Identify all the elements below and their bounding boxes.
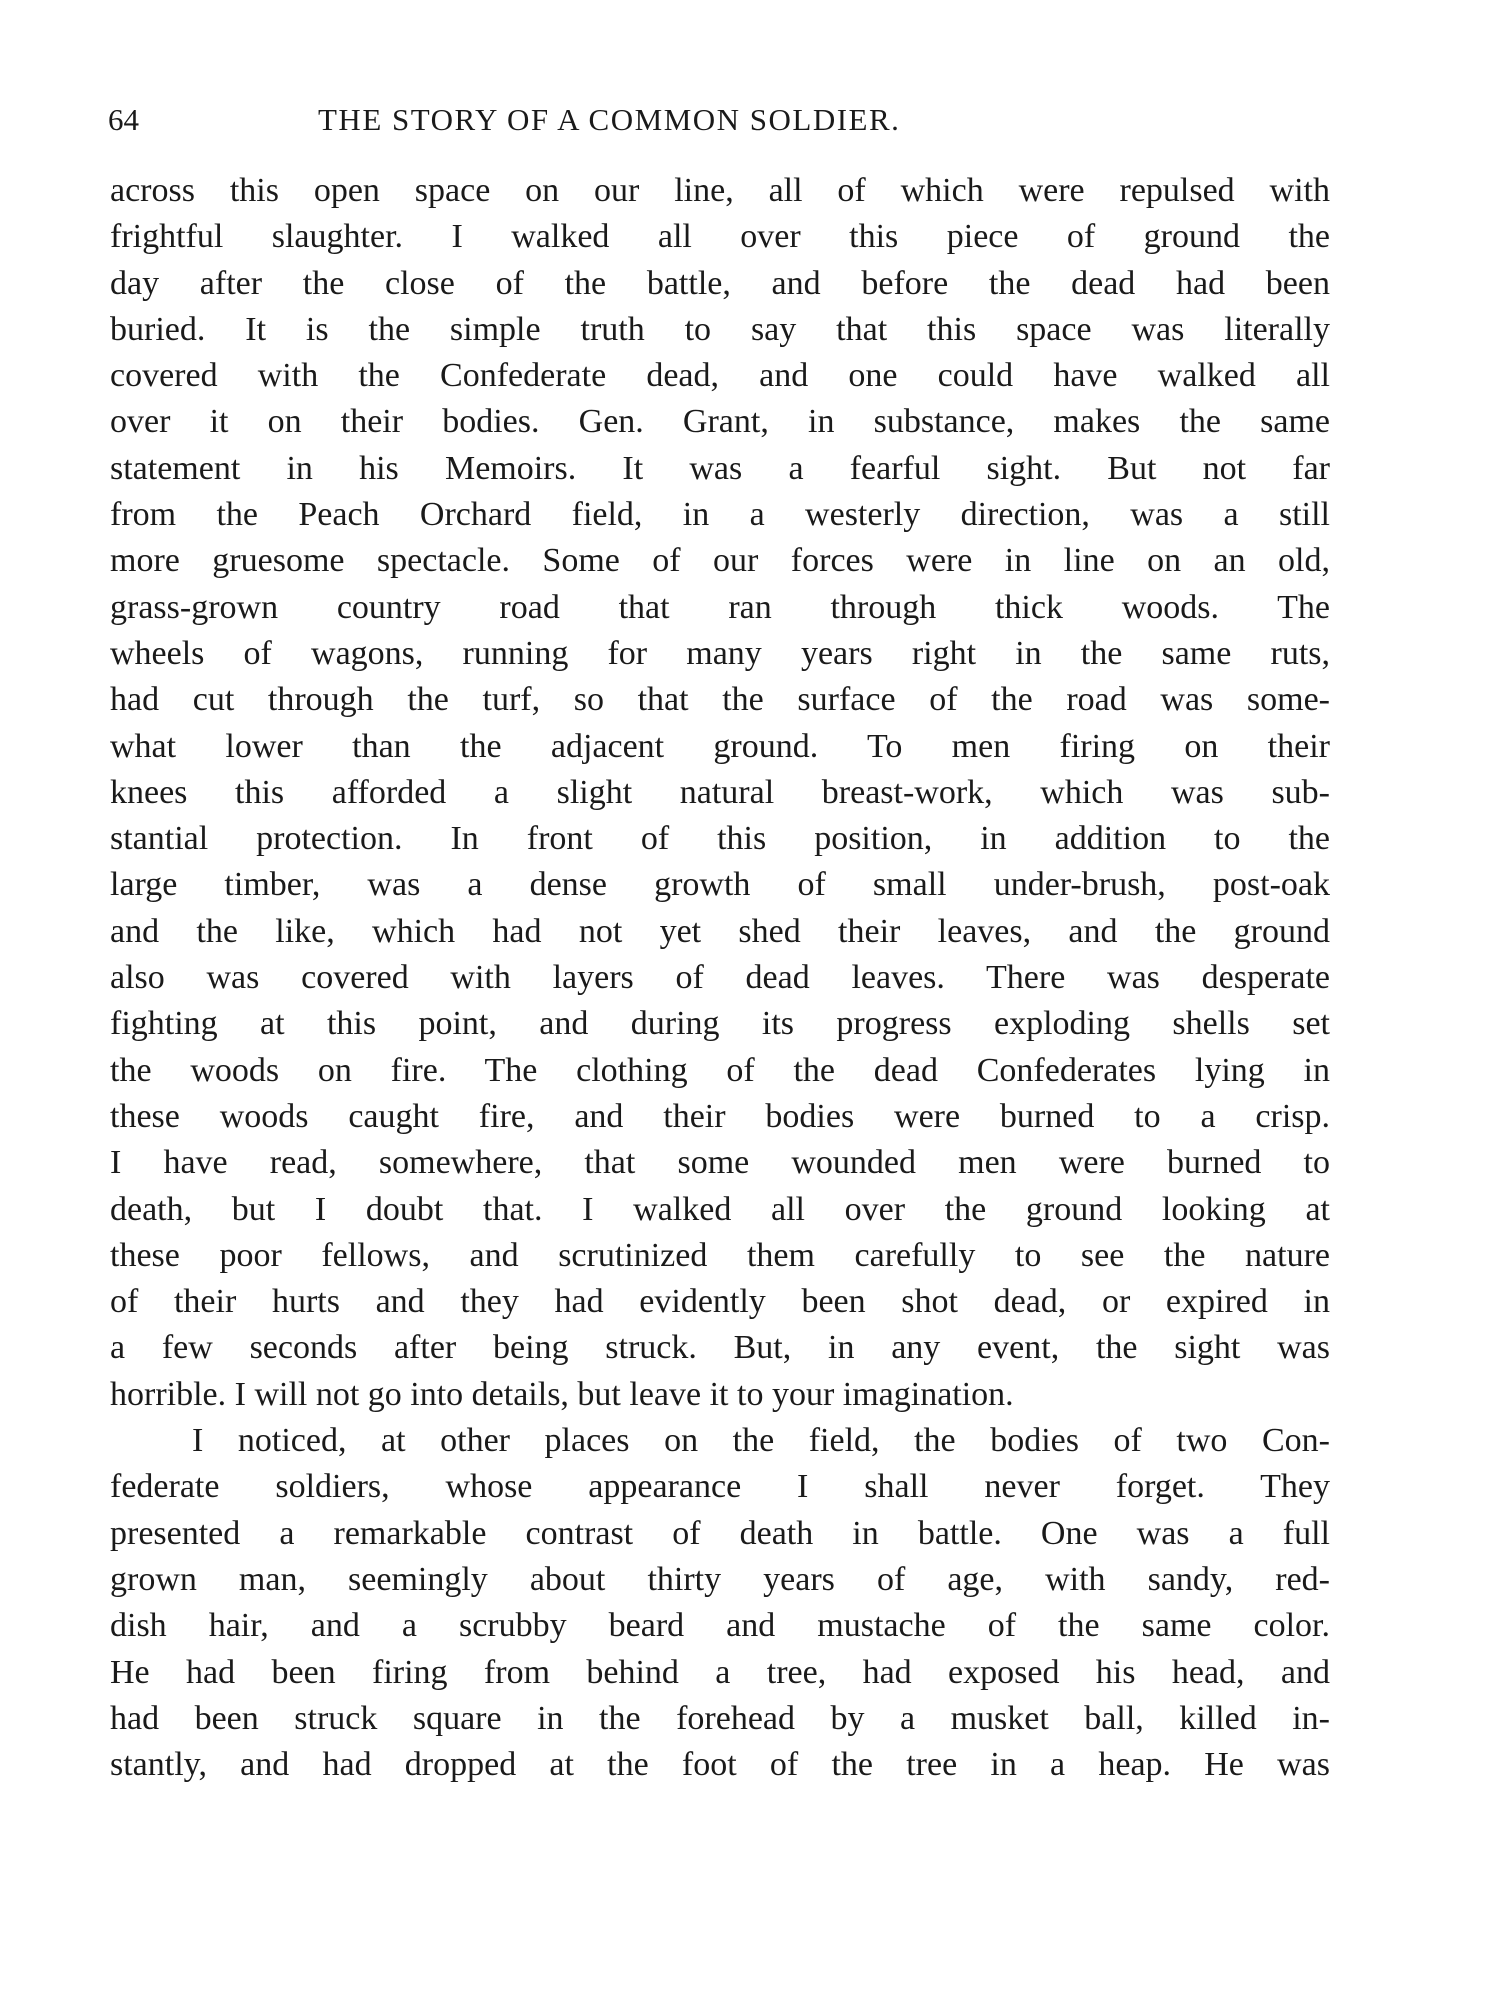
text-line: of their hurts and they had evidently been shot dead, or expired in [110,1283,1330,1321]
text-line: fighting at this point, and during its progress exploding shells set [110,1005,1330,1043]
text-line: had cut through the turf, so that the surface of the road was some- [110,681,1330,719]
text-line: presented a remarkable contrast of death in battle. One was a full [110,1514,1330,1552]
text-line: more gruesome spectacle. Some of our forces were in line on an old, [110,542,1330,580]
text-line: buried. It is the simple truth to say that this space was literally [110,310,1330,348]
text-line: these woods caught fire, and their bodies were burned to a crisp. [110,1097,1330,1135]
text-line: from the Peach Orchard field, in a westerly direction, was a still [110,496,1330,534]
text-line: I have read, somewhere, that some wounded men were burned to [110,1144,1330,1182]
body-text [110,168,1330,1788]
text-line: I noticed, at other places on the field, the bodies of two Con- [192,1422,1330,1460]
running-head [108,98,1330,142]
text-line: also was covered with layers of dead leaves. There was desperate [110,959,1330,997]
text-line: over it on their bodies. Gen. Grant, in substance, makes the same [110,403,1330,441]
paragraph-2 [110,1418,1330,1788]
text-line: and the like, which had not yet shed their leaves, and the ground [110,912,1330,950]
text-line: stantial protection. In front of this position, in addition to the [110,820,1330,858]
text-line: statement in his Memoirs. It was a fearful sight. But not far [110,449,1330,487]
text-line: covered with the Confederate dead, and one could have walked all [110,357,1330,395]
text-line: what lower than the adjacent ground. To men firing on their [110,727,1330,765]
text-line: federate soldiers, whose appearance I shall never forget. They [110,1468,1330,1506]
text-line: stantly, and had dropped at the foot of the tree in a heap. He was [110,1746,1330,1784]
text-line: horrible. I will not go into details, but leave it to your imagination. [110,1375,1014,1413]
text-line: wheels of wagons, running for many years right in the same ruts, [110,634,1330,672]
text-line: dish hair, and a scrubby beard and mustache of the same color. [110,1607,1330,1645]
text-line: death, but I doubt that. I walked all over the ground looking at [110,1190,1330,1228]
text-line: knees this afforded a slight natural breast-work, which was sub- [110,773,1330,811]
text-line: large timber, was a dense growth of small under-brush, post-oak [110,866,1330,904]
text-line: day after the close of the battle, and before the dead had been [110,264,1330,302]
text-line: these poor fellows, and scrutinized them carefully to see the nature [110,1236,1330,1274]
text-line: grown man, seemingly about thirty years of age, with sandy, red- [110,1560,1330,1598]
text-line: grass-grown country road that ran through thick woods. The [110,588,1330,626]
text-line: across this open space on our line, all of which were repulsed with [110,172,1330,209]
text-line: the woods on fire. The clothing of the dead Confederates lying in [110,1051,1330,1089]
text-line: frightful slaughter. I walked all over this piece of ground the [110,218,1330,256]
running-title: THE STORY OF A COMMON SOLDIER. [318,102,901,137]
paragraph-1 [110,168,1330,1418]
page-number: 64 [108,102,139,137]
text-line: a few seconds after being struck. But, in any event, the sight was [110,1329,1330,1367]
text-line: had been struck square in the forehead by a musket ball, killed in- [110,1699,1330,1737]
text-line: He had been firing from behind a tree, had exposed his head, and [110,1653,1330,1691]
